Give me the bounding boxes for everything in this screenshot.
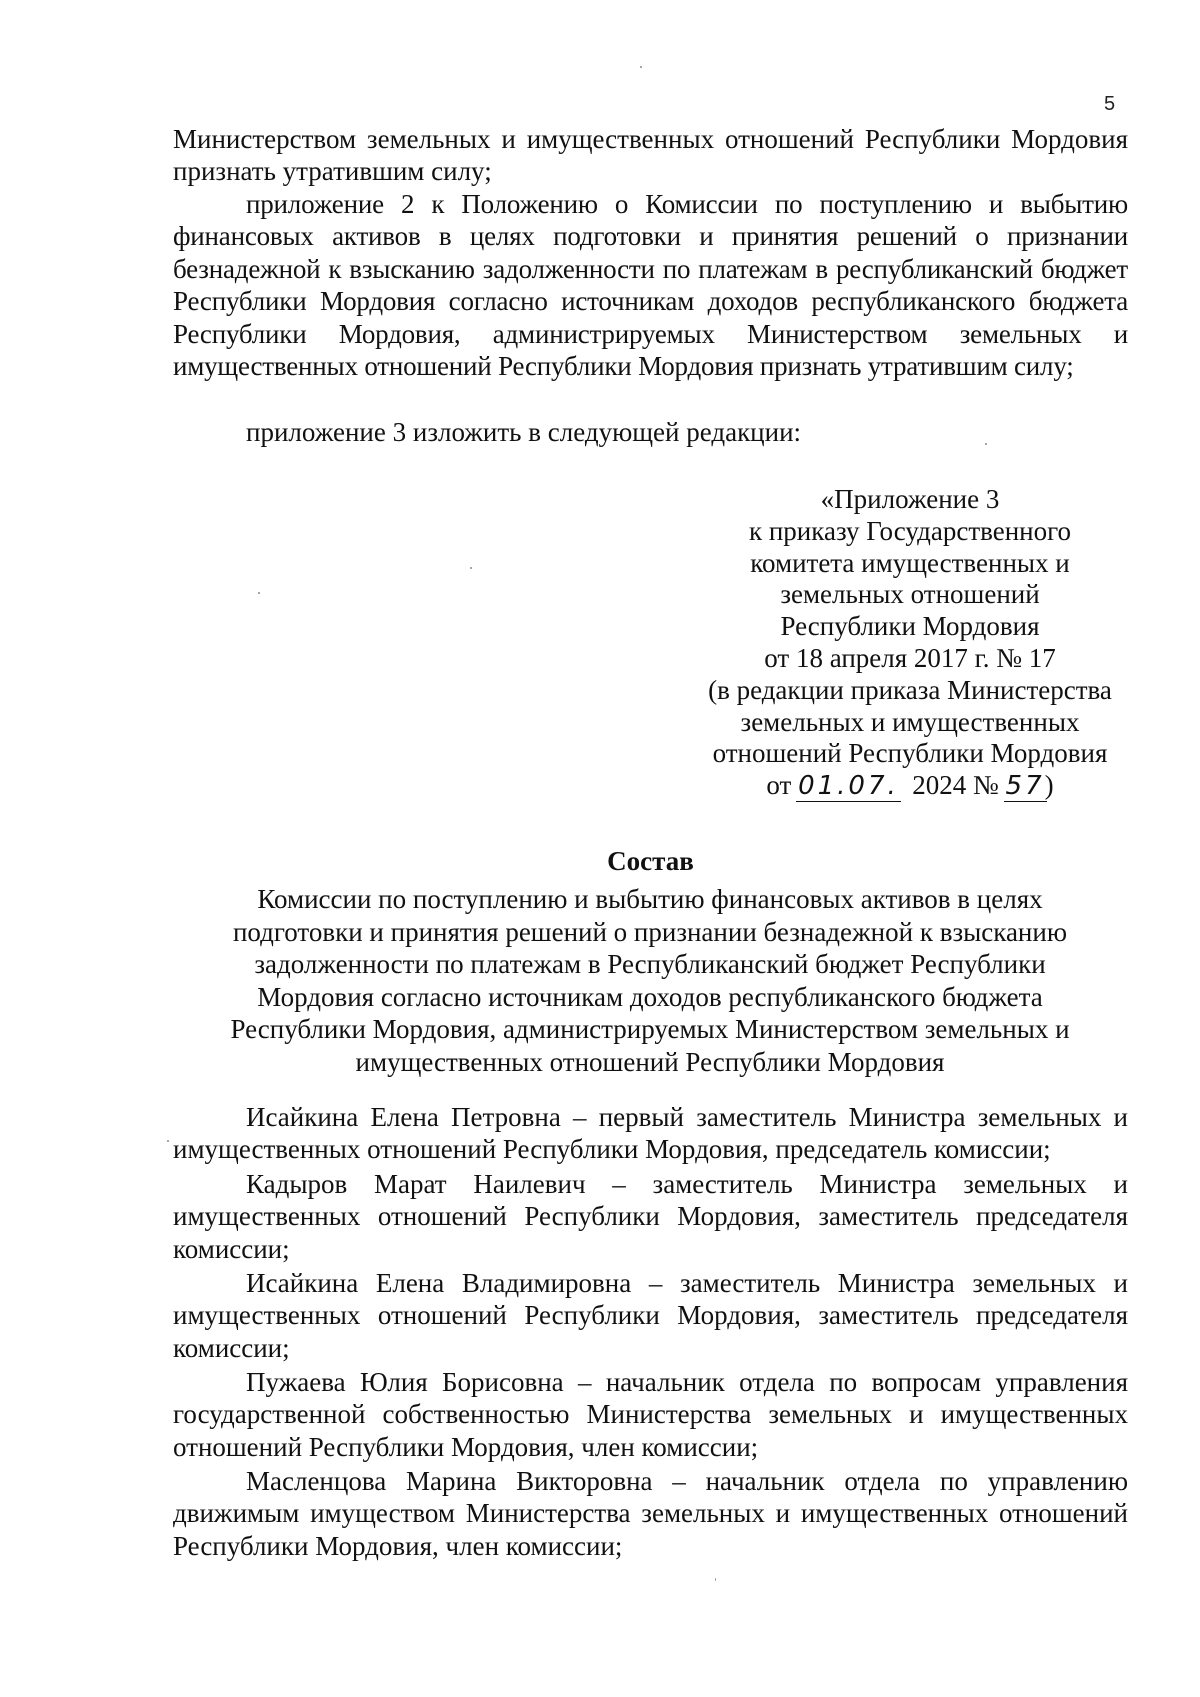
appendix-block [680, 484, 1140, 802]
section-heading: Состав [607, 846, 694, 876]
appendix-line: «Приложение 3 [820, 484, 1000, 514]
member-entry: Кадыров Марат Наилевич – заместитель Министра земельных и имущественных отношений Республики Мордовия, заместитель председателя комиссии; [173, 1169, 1128, 1264]
date-prefix: от [766, 770, 792, 801]
member-entry: Исайкина Елена Владимировна – заместитель Министра земельных и имущественных отношений Республики Мордовия, заместитель председателя комиссии; [173, 1268, 1128, 1363]
scan-speck [470, 567, 472, 569]
year-text: 2024 № [912, 770, 999, 801]
handwritten-date: 01.07. [798, 771, 899, 802]
scan-speck [715, 1578, 716, 1581]
appendix-line: от 18 апреля 2017 г. № 17 [764, 642, 1056, 673]
appendix-line: земельных и имущественных [740, 706, 1080, 737]
paragraph-continuation: Министерством земельных и имущественных отношений Республики Мордовия признать утратившим силу; [173, 124, 1128, 187]
scan-speck [258, 592, 260, 594]
appendix-line: Республики Мордовия [780, 611, 1040, 642]
handwritten-number: 57 [1005, 771, 1045, 802]
paragraph-appendix-2: приложение 2 к Положению о Комиссии по поступлению и выбытию финансовых активов в целях подготовки и принятия решений о признании безнадежной к взысканию задолженности по платежам в республиканский бюджет Республики Мордовия согласно источникам доходов республиканского бюджета Республики Мордовия, администрируемых Министерством земельных и имущественных отношений Республики Мордовия признать утратившим силу; [173, 189, 1128, 382]
section-subheading: Комиссии по поступлению и выбытию финансовых активов в целях подготовки и принятия решений о признании безнадежной к взысканию задолженности по платежам в Республиканский бюджет Республики Мордовия согласно источникам доходов республиканского бюджета Республики Мордовия, администрируемых Министерством земельных и имущественных отношений Республики Мордовия [230, 884, 1070, 1077]
closing-bracket: ) [1044, 770, 1054, 801]
paragraph-appendix-3: приложение 3 изложить в следующей редакции: [246, 417, 802, 447]
scan-speck [640, 66, 642, 68]
appendix-date-line [680, 770, 1140, 802]
appendix-line: (в редакции приказа Министерства [708, 674, 1112, 705]
scan-speck [167, 1140, 169, 1142]
scan-speck [985, 443, 987, 445]
appendix-line: к приказу Государственного [748, 515, 1072, 546]
member-entry: Исайкина Елена Петровна – первый заместитель Министра земельных и имущественных отношений Республики Мордовия, председатель комиссии; [173, 1102, 1128, 1165]
appendix-line: комитета имущественных и [750, 547, 1070, 578]
appendix-line: земельных отношений [780, 579, 1040, 610]
page-number: 5 [1104, 93, 1116, 115]
appendix-line: отношений Республики Мордовия [712, 738, 1108, 769]
member-entry: Пужаева Юлия Борисовна – начальник отдела по вопросам управления государственной собственностью Министерства земельных и имущественных отношений Республики Мордовия, член комиссии; [173, 1367, 1128, 1462]
member-entry: Масленцова Марина Викторовна – начальник отдела по управлению движимым имуществом Министерства земельных и имущественных отношений Республики Мордовия, член комиссии; [173, 1466, 1128, 1561]
